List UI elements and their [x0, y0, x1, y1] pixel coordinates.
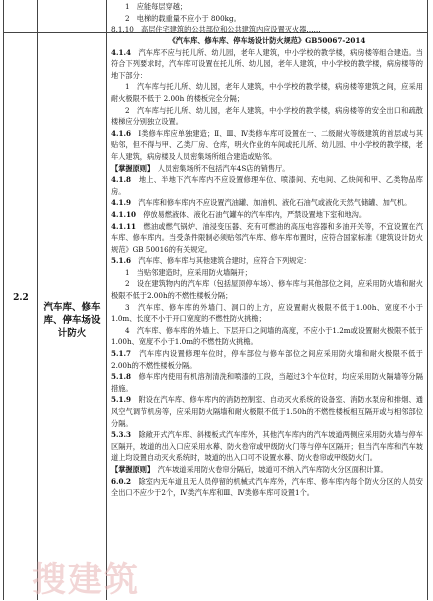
clause-text: 燃油或燃气锅炉、油浸变压器、充有可燃油的高压电容器和多油开关等，不宜设置在汽车库、修车库内。当受条件限制必须贴邻汽车库、修车库布置时，应符合国家标准《建筑设计防火规范》GB 50016的有关规定。	[111, 221, 423, 254]
clause-paragraph	[111, 348, 423, 371]
clause-text: 汽车库、修车库与其他建筑合建时，应符合下列规定：	[138, 256, 311, 266]
clause-text: 人员密集场所不包括汽车4S店的销售厅。	[157, 163, 290, 173]
clause-text: 除室内无车道且无人员停留的机械式汽车库外，汽车库、修车库内每个防火分区的人员安全出口不应少于2个，Ⅳ类汽车库和Ⅲ、Ⅳ类修车库可设置1个。	[111, 476, 423, 498]
clause-paragraph	[111, 47, 423, 82]
clause-number: 4.1.9	[111, 198, 132, 208]
text-line: 2 电梯的载重量不应小于 800kg。	[125, 13, 241, 23]
clause-paragraph	[111, 394, 423, 429]
clause-paragraph	[111, 128, 423, 163]
row-number-cell-blank	[4, 0, 38, 32]
previous-section-text	[107, 0, 427, 36]
clause-number: 4.1.8	[111, 175, 132, 185]
clause-number: 4.1.10	[111, 209, 137, 219]
clause-number: 4.1.11	[111, 221, 137, 231]
clause-number: 5.1.9	[111, 395, 132, 405]
clause-text: 除敞开式汽车库、斜楼板式汽车库外，其他汽车库内的汽车坡道两侧应采用防火墙与停车区隔开，坡道的出入口应采用水幕、防火卷帘或甲级防火门等与停车区隔开；但当汽车库和汽车坡道上均设置自动灭火系统时，坡道的出入口可不设置水幕、防火卷帘或甲级防火门。	[111, 430, 423, 463]
clause-number: 【掌握原则】	[111, 464, 151, 474]
section-body	[107, 33, 427, 600]
row-category-cell-blank	[38, 0, 107, 32]
clause-paragraph	[111, 255, 423, 267]
clause-text: 4 汽车库、修车库的外墙上、下层开口之间墙的高度，不应小于1.2m或设置耐火极限不低于1.00h、宽度不小于1.0m的不燃性防火挑檐。	[111, 325, 423, 347]
clause-paragraph	[111, 209, 423, 221]
clause-text: 汽车库和修车库内不应设置汽油罐、加油机、液化石油气或液化天然气储罐、加气机。	[138, 198, 412, 208]
text-line: 8.1.10 高层住宅建筑的公共部位和公共建筑内应设置灭火器……	[111, 25, 321, 35]
section-category-cell	[38, 33, 107, 600]
clause-paragraph	[111, 221, 423, 256]
clause-text: 汽车库不应与托儿所、幼儿园，老年人建筑，中小学校的教学楼，病房楼等组合建造。当符合下列要求时，汽车库可设置在托儿所、幼儿园，老年人建筑，中小学校的教学楼，病房楼等的地下部分：	[111, 47, 423, 80]
clause-number: 5.1.7	[111, 349, 132, 359]
clause-text: 汽车坡道采用防火卷帘分隔后，坡道可不纳入汽车库防火分区面积计算。	[157, 464, 388, 474]
clause-paragraph	[111, 429, 423, 464]
clause-paragraph	[111, 105, 423, 128]
clause-number: 4.1.4	[111, 47, 132, 57]
clause-number: 6.0.2	[111, 476, 132, 486]
section-number: 2.2	[13, 293, 29, 303]
clause-paragraph	[111, 371, 423, 394]
clause-text: 附设在汽车库、修车库内的消防控制室、自动灭火系统的设备室、消防水泵房和排烟、通风空气调节机房等，应采用防火隔墙和耐火极限不低于1.50h的不燃性楼板相互隔开或与相邻部位分隔。	[111, 395, 423, 428]
clause-text: 修车库内使用有机溶剂清洗和喷漆的工段，当超过3个车位时，均应采用防火隔墙等分隔措施。	[111, 372, 423, 393]
previous-section-row	[4, 0, 427, 33]
clause-paragraph	[111, 464, 423, 476]
clause-number: 4.1.6	[111, 128, 132, 138]
clause-text: 汽车库内设置修理车位时，停车部位与修车部位之间应采用防火墙和耐火极限不低于2.00h的不燃性楼板分隔。	[111, 349, 423, 370]
section-row	[4, 33, 427, 600]
watermark: 搜建筑	[32, 560, 140, 600]
clause-number: 5.3.3	[111, 430, 132, 440]
paragraph-list	[111, 47, 423, 499]
clause-paragraph	[111, 81, 423, 104]
clause-number: 【掌握原则】	[111, 163, 151, 173]
document-page	[3, 0, 428, 600]
clause-paragraph	[111, 302, 423, 325]
standard-title: 《汽车库、修车库、停车场设计防火规范》GB50067-2014	[168, 36, 366, 45]
clause-text: 地上、半地下汽车库内不应设置修理车位、喷漆间、充电间、乙炔间和甲、乙类物品库房。	[111, 175, 423, 196]
section-number-cell	[4, 33, 38, 600]
clause-paragraph	[111, 278, 423, 301]
clause-text: 1 当贴邻建造时，应采用防火墙隔开；	[125, 267, 252, 277]
clause-text: 3 汽车库、修车库的外墙门、洞口的上方，应设置耐火极限不低于1.00h、宽度不小于1.0m、长度不小于开口宽度的不燃性防火挑檐；	[111, 302, 423, 324]
text-line: 1 应能每层穿越；	[125, 2, 188, 11]
clause-paragraph	[111, 174, 423, 197]
clause-paragraph	[111, 163, 423, 175]
clause-paragraph	[111, 267, 423, 279]
clause-paragraph	[111, 325, 423, 348]
clause-paragraph	[111, 197, 423, 209]
clause-text: Ⅰ类修车库应单独建造；Ⅱ、Ⅲ、Ⅳ类修车库可设置在一、二级耐火等级建筑的首层或与其贴邻，但不得与甲、乙类厂房、仓库，明火作业的车间或托儿所、幼儿园、中小学校的教学楼，老年人建筑，病房楼及人员密集场所组合建造或贴邻。	[111, 128, 423, 161]
clause-text: 1 汽车库与托儿所、幼儿园，老年人建筑，中小学校的教学楼，病房楼等建筑之间，应采用耐火极限不低于 2.00h 的楼板完全分隔；	[111, 82, 423, 103]
clause-number: 5.1.6	[111, 256, 132, 266]
clause-number: 5.1.8	[111, 372, 132, 382]
clause-text: 2 设在建筑物内的汽车库（包括屋顶停车场）、修车库与其他部位之间，应采用防火墙和耐火极限不低于2.00h的不燃性楼板分隔；	[111, 279, 423, 301]
clause-text: 停放易燃液体、液化石油气罐车的汽车库内，严禁设置地下室和地沟。	[143, 209, 367, 219]
clause-text: 2 汽车库与托儿所、幼儿园，老年人建筑，中小学校的教学楼，病房楼等的安全出口和疏散楼梯应分别独立设置。	[111, 105, 423, 127]
section-category: 汽车库、修车库、停车场设计防火	[43, 302, 101, 339]
clause-paragraph	[111, 476, 423, 499]
